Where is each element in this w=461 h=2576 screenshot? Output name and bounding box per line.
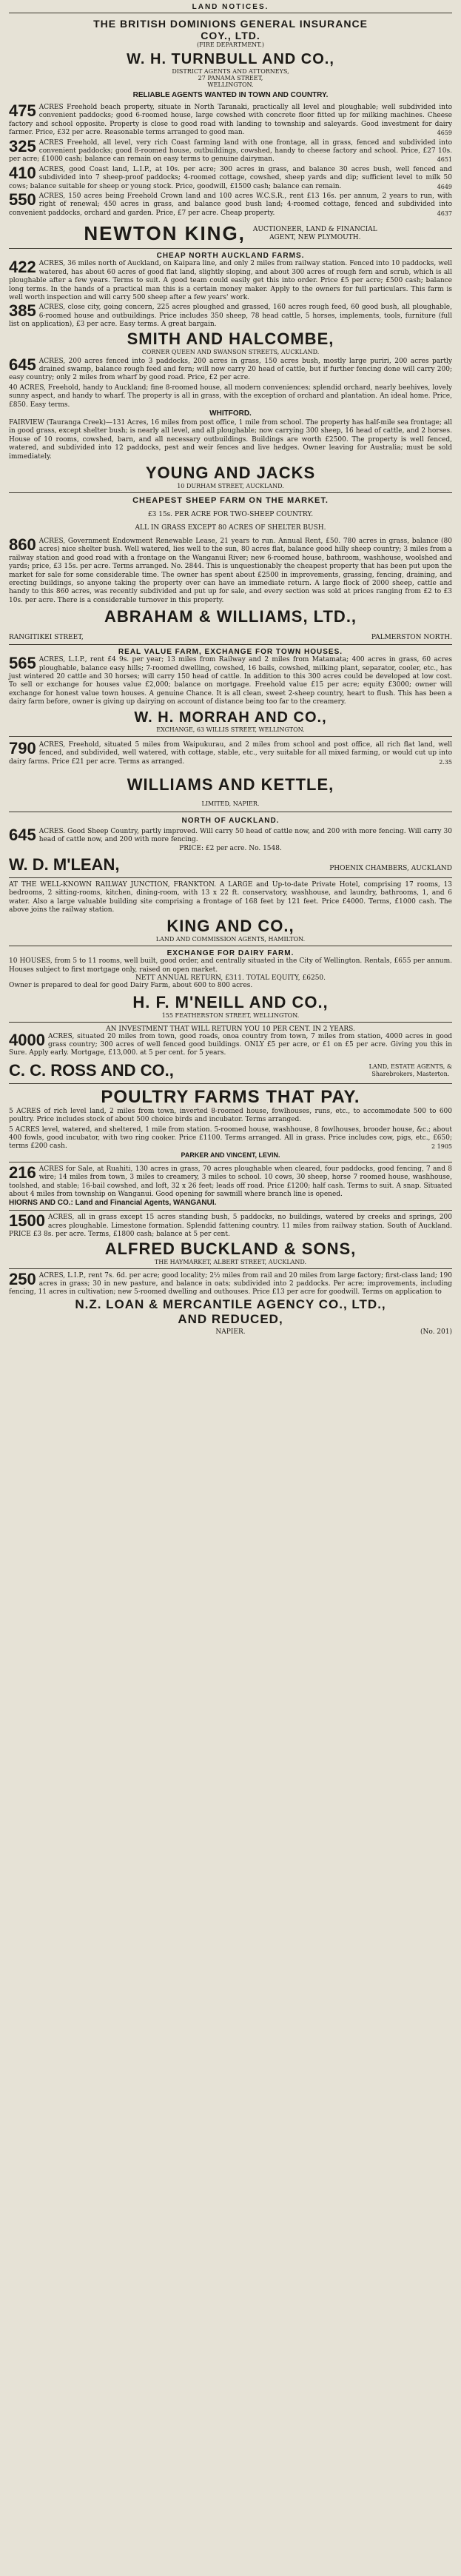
listing-acres: 4000 bbox=[9, 1030, 45, 1049]
price-headline: £3 15s. PER ACRE FOR TWO-SHEEP COUNTRY. bbox=[147, 511, 314, 518]
listing: 1500 ACRES, all in grass except 15 acres standing bush, 5 paddocks, no buildings, watered by creeks and springs, 200 acres ploughable. Limestone formation. Splendid fattening country. 11 miles from railway station. South of Auckland. PRICE £3 8s. per acre. Terms, £1800 cash; balance at 5 per cent. bbox=[9, 1211, 452, 1239]
williams-kettle-ad bbox=[9, 738, 452, 807]
firm-name: ABRAHAM & WILLIAMS, LTD., bbox=[104, 607, 357, 626]
firm-slogan: RELIABLE AGENTS WANTED IN TOWN AND COUNTRY. bbox=[132, 91, 329, 99]
divider bbox=[9, 1268, 452, 1269]
insurance-dept: (FIRE DEPARTMENT.) bbox=[197, 41, 264, 48]
listing: 565 ACRES, L.I.P., rent £4 9s. per year; 13 miles from Railway and 2 miles from Matamata; 400 acres in grass, 60 acres ploughable, balance easy hills; 7-roomed dwelling, cowshed, 16 bails, cowshed, milking plant, separator, cooler, etc., has just wintered 20 cattle and 30 horses; will carry 150 head of cattle. In addition to this 300 acres could be developed at low cost. To sell or exchange for houses value £2,000; balance on mortgage. Freehold value £15 per acre; equity £3000; owner will exchange for honest value town houses. A genuine Chance. It is all clean, sweet 2-sheep country, heart to flush. This has been a dairy farm before, owner is giving up dairying on account of distance being too far to the creamery. bbox=[9, 654, 452, 706]
king-ad bbox=[9, 881, 452, 943]
firm-address: EXCHANGE, 63 WILLIS STREET, WELLINGTON. bbox=[156, 726, 305, 733]
buckland-ad bbox=[9, 1211, 452, 1265]
listing-acres: 250 bbox=[9, 1269, 36, 1288]
mcneill-ad bbox=[9, 949, 452, 1018]
column-title: LAND NOTICES. bbox=[192, 3, 269, 11]
firm-name: SMITH AND HALCOMBE, bbox=[127, 329, 334, 348]
mlean-ad bbox=[9, 817, 452, 874]
section-title: CHEAPEST SHEEP FARM ON THE MARKET. bbox=[132, 496, 329, 505]
firm-name: NEWTON KING, bbox=[84, 222, 246, 245]
section-title: NORTH OF AUCKLAND. bbox=[181, 816, 280, 825]
divider bbox=[9, 1022, 452, 1023]
ross-ad bbox=[9, 1026, 452, 1080]
listing: 385 ACRES, close city, going concern, 225 acres ploughed and grassed, 160 acres rough feed, 60 good bush, all ploughable, 6-roomed house and outbuildings. Price includes 350 sheep, 78 head cattle, 5 horses, implements, tools, furniture (full list on application), £3 per acre. Easy terms. A great bargain. bbox=[9, 301, 452, 329]
listing-place: WHITFORD. bbox=[209, 409, 252, 418]
firm-name: C. C. ROSS AND CO., bbox=[9, 1060, 174, 1080]
firm-address: THE HAYMARKET, ALBERT STREET, AUCKLAND. bbox=[154, 1258, 307, 1265]
insurance-title-cont: COY., LTD. bbox=[201, 30, 260, 41]
sheep-farm-ad bbox=[9, 496, 452, 641]
firm-subtitle: LAND AND COMMISSION AGENTS, HAMILTON. bbox=[155, 936, 306, 943]
listing-ref: 2 1905 bbox=[431, 1143, 452, 1151]
listing: 645 ACRES. Good Sheep Country, partly improved. Will carry 50 head of cattle now, and 200 with more fencing. Will carry 30 head of cattle now, and 200 with more fencing. bbox=[9, 825, 452, 844]
firm-city: NAPIER. bbox=[215, 1328, 246, 1336]
listing-ref: 4659 bbox=[437, 130, 452, 137]
listing: 860 ACRES, Government Endowment Renewable Lease, 21 years to run. Annual Rent, £50. 780 acres in grass, balance (80 acres) nice shelter bush. Well watered, lies well to the sun, 80 acres flat, balance good hilly sheep country; 3 miles from a railway station and good road with a frontage on the Wanganui River; new 6-roomed house, bathroom, washhouse, woolshed and yards; price, £3 15s. per acre. Terms arranged. No. 2844. This is unquestionably the cheapest property that has been put upon the market for sale for some considerable time. The owner has spent about £2500 in improvements, grassing, fencing, draining, and erecting buildings, so anyone taking the property over can have an immediate return. A large flock of 2000 sheep, cattle and handy to this 860 acres, was recently subdivided and put up for sale, and every section was sold at prices ranging from £2 to £3 10s. per acre. There is a considerable turnover in this property. bbox=[9, 535, 452, 604]
poultry-ad bbox=[9, 1087, 452, 1159]
firm-location: Sharebrokers, Masterton. bbox=[371, 1070, 450, 1077]
cheap-north-auckland-ad bbox=[9, 252, 452, 489]
firm-name: WILLIAMS AND KETTLE, bbox=[127, 775, 334, 794]
divider bbox=[9, 1210, 452, 1211]
listing: 10 HOUSES, from 5 to 11 rooms, well built, good order, and centrally situated in the City of Wellington. Rentals, £655 per annum. Houses subject to first mortgage only, raised on open market. bbox=[9, 957, 452, 974]
listing: 645 ACRES, 200 acres fenced into 3 paddocks, 200 acres in grass, 150 acres bush, mostly large puriri, 200 acres partly drained swamp, balance rough feed and fern; will now carry 20 head of cattle, but if further fencing done will carry 200; easy country; only 2 miles from wharf by good road. Price, £2 per acre. bbox=[9, 355, 452, 382]
listing-acres: 325 bbox=[9, 136, 36, 155]
listing: 216 ACRES for Sale, at Ruahiti, 130 acres in grass, 70 acres ploughable when cleared, four paddocks, good fencing, 7 and 8 wire; 14 miles from town, 3 miles to creamery, 3 miles to school. 10 cows, 30 sheep, horse 7 roomed house, washhouse, toolshed, and stable; 16-bail cowshed, and loft, 32 x 26 feet; leads off road. Price £1200; half cash. Terms to suit. A snap. Situated about 4 miles from township on Wanganui. Good opening for sawmill where branch line is opened. bbox=[9, 1162, 452, 1199]
firm-name: KING AND CO., bbox=[166, 917, 295, 936]
listing-acres: 410 bbox=[9, 163, 36, 182]
listing-acres: 216 bbox=[9, 1162, 36, 1182]
firm-street: RANGITIKEI STREET, bbox=[9, 634, 84, 642]
listing-acres: 860 bbox=[9, 535, 36, 554]
divider bbox=[9, 248, 452, 249]
listing: 422 ACRES, 36 miles north of Auckland, on Kaipara line, and only 2 miles from railway station. Fenced into 10 paddocks, well watered, has about 60 acres of good flat land, slightly sloping, and about 300 acres of rough fern and scrub, which is all ploughable after a few years. Terms to suit. A good team could easily get this into order. Price £5 per acre; £500 cash; balance long terms. In the hands of a practical man this is a certain money maker. Apply to the owners for full particulars. This farm is well worth inspection and will carry 500 sheep after a few years' work. bbox=[9, 258, 452, 301]
listing-acres: 790 bbox=[9, 738, 36, 757]
divider bbox=[9, 492, 452, 493]
firm-name: PARKER AND VINCENT, LEVIN. bbox=[181, 1151, 280, 1159]
listing-ref: 4651 bbox=[437, 156, 452, 164]
listing: 5 ACRES of rich level land, 2 miles from town, inverted 8-roomed house, fowlhouses, runs, etc., to accommodate 500 to 600 poultry. Price includes stock of about 500 choice birds and incubator. Terms arranged. bbox=[9, 1107, 452, 1124]
real-value-farm-ad bbox=[9, 648, 452, 732]
firm-name: W. D. M'LEAN, bbox=[9, 854, 120, 874]
section-intro: AN INVESTMENT THAT WILL RETURN YOU 10 PER CENT. IN 2 YEARS. bbox=[106, 1025, 355, 1033]
listing: AT THE WELL-KNOWN RAILWAY JUNCTION, FRANKTON. A LARGE and Up-to-date Private Hotel, comprising 17 rooms, 13 bedrooms, 2 sitting-rooms, kitchen, dining-room, with 13 x 22 ft. conservatory, washhouse, and laundry, bathrooms, 1, and 6 water. Also a large valuable building site comprising a frontage of 168 feet by 121 feet. Price £4000. Terms, £1000 cash. The above joins the railway station. bbox=[9, 880, 452, 914]
firm-address: 10 DURHAM STREET, AUCKLAND. bbox=[177, 483, 284, 489]
firm-name: W. H. TURNBULL AND CO., bbox=[127, 51, 334, 67]
listing-acres: 645 bbox=[9, 355, 36, 374]
insurance-title: THE BRITISH DOMINIONS GENERAL INSURANCE bbox=[93, 18, 368, 30]
listing-acres: 1500 bbox=[9, 1211, 45, 1231]
section-title: REAL VALUE FARM, EXCHANGE FOR TOWN HOUSES. bbox=[118, 648, 343, 657]
listing-ref: 2.35 bbox=[439, 758, 452, 766]
firm-city: PALMERSTON NORTH. bbox=[371, 634, 452, 642]
sub-headline: ALL IN GRASS EXCEPT 80 ACRES OF SHELTER BUSH. bbox=[135, 524, 326, 532]
divider bbox=[9, 644, 452, 645]
listing-ref: 4649 bbox=[437, 183, 452, 190]
firm-address: CORNER QUEEN AND SWANSON STREETS, AUCKLAND. bbox=[141, 348, 320, 355]
listing-acres: 422 bbox=[9, 258, 36, 277]
firm-subtitle: DISTRICT AGENTS AND ATTORNEYS, bbox=[172, 68, 289, 75]
listing: 475 ACRES Freehold beach property, situate in North Taranaki, practically all level and ploughable; well subdivided into convenient paddocks; good 6-roomed house, large cowshed with concrete floor fitted up for milking machines. Cheese factory and school opposite. Property is close to good road with landing to township and saleyards. Good investment for dairy farmer. Price, £32 per acre. Reasonable terms arranged to good man. 4659 bbox=[9, 101, 452, 137]
listing: 790 ACRES, Freehold, situated 5 miles from Waipukurau, and 2 miles from school and post office, all rich flat land, well fenced, and subdivided, well watered, with cottage, stable, etc., very suitable for all mixed farming, or would cut up into dairy farms. Price £21 per acre. Terms as arranged. 2.35 bbox=[9, 738, 452, 766]
listing-ref: (No. 201) bbox=[420, 1328, 452, 1336]
listing-acres: 550 bbox=[9, 190, 36, 210]
listing: Owner is prepared to deal for good Dairy Farm, about 600 to 800 acres. bbox=[9, 982, 253, 990]
listing-acres: 565 bbox=[9, 654, 36, 673]
listing: 550 ACRES, 150 acres being Freehold Crown land and 100 acres W.C.S.R., rent £13 16s. per annum, 2 years to run, with right of renewal; 450 acres in grass, and balance good bush land; 4-roomed cottage, fenced and subdivided into convenient paddocks, orchard and garden. Price, £7 per acre. Cheap property. 4637 bbox=[9, 190, 452, 217]
firm-subtitle: LAND, ESTATE AGENTS, & bbox=[369, 1063, 452, 1070]
listing-ref: 4637 bbox=[437, 210, 452, 217]
listing-acres: 385 bbox=[9, 301, 36, 321]
listing: 250 ACRES, L.I.P., rent 7s. 6d. per acre; good locality; 2½ miles from rail and 20 miles from large factory; first-class land; 190 acres in grass; 30 in new pasture, and balance in oats; subdivided into 2 paddocks. Per acre; improvements, including fencing, 11 acres in cultivation; new 5-roomed dwelling and outhouses. Price £13 per acre for goodwill. Terms on application to bbox=[9, 1269, 452, 1297]
firm-location: AGENT, NEW PLYMOUTH. bbox=[269, 233, 361, 241]
firm-city: WELLINGTON. bbox=[207, 81, 254, 88]
firm-name: YOUNG AND JACKS bbox=[145, 464, 316, 482]
section-title: POULTRY FARMS THAT PAY. bbox=[101, 1086, 360, 1107]
firm-name: N.Z. LOAN & MERCANTILE AGENCY CO., LTD., bbox=[75, 1297, 386, 1311]
hiorns-ad bbox=[9, 1162, 452, 1208]
firm-name: H. F. M'NEILL AND CO., bbox=[132, 992, 329, 1011]
listing: 40 ACRES, Freehold, handy to Auckland; fine 8-roomed house, all modern conveniences; splendid orchard, nearly beehives, lovely sunny aspect, and handy to wharf. The property is all in grass, with the exception of orchard and plantation. An ideal home. Price, £850. Easy terms. bbox=[9, 384, 452, 409]
section-title: EXCHANGE FOR DAIRY FARM. bbox=[166, 949, 295, 958]
firm-address: PHOENIX CHAMBERS, AUCKLAND bbox=[329, 864, 452, 872]
firm-role: AUCTIONEER, LAND & FINANCIAL bbox=[252, 225, 377, 233]
newton-king-banner bbox=[9, 222, 452, 245]
firm-address: 155 FEATHERSTON STREET, WELLINGTON. bbox=[161, 1011, 300, 1019]
listing: 325 ACRES Freehold, all level, very rich Coast farming land with one frontage, all in grass, fenced and subdivided into convenient paddocks; good 8-roomed house, outbuildings, cowshed, handy to cheese factory and school. Price, £27 10s. per acre; £1000 cash; balance can remain on easy terms to genuine dairyman. 4651 bbox=[9, 136, 452, 164]
divider bbox=[9, 1083, 452, 1084]
firm-subtitle: LIMITED, NAPIER. bbox=[201, 800, 260, 807]
firm-footer: HIORNS AND CO.: Land and Financial Agents, WANGANUI. bbox=[9, 1199, 217, 1208]
turnbull-ad bbox=[9, 18, 452, 218]
section-title: CHEAP NORTH AUCKLAND FARMS. bbox=[156, 252, 305, 261]
listing: FAIRVIEW (Tauranga Creek)—131 Acres, 16 miles from post office, 1 mile from school. The property has half-mile sea frontage; all in good grass, except shelter bush; is nearly all level, and all ploughable; now carrying 300 sheep, 16 head of cattle, and 2 horses. House of 10 rooms, cowshed, barn, and all necessary outbuildings. Buildings are worth £2500. The property is well fenced, watered, and subdivided into 12 paddocks, pest and weir fences and live hedges. Owner leaving for Australia; must be sold immediately. bbox=[9, 418, 452, 461]
divider bbox=[9, 877, 452, 878]
listing-price: PRICE: £2 per acre. No. 1548. bbox=[179, 844, 282, 852]
listing-acres: 645 bbox=[9, 825, 36, 844]
listing-return: NETT ANNUAL RETURN, £311. TOTAL EQUITY, £6250. bbox=[135, 974, 326, 983]
nz-loan-ad bbox=[9, 1269, 452, 1336]
firm-address: 27 PANAMA STREET, bbox=[198, 75, 263, 81]
listing: 5 ACRES level, watered, and sheltered, 1 mile from station. 5-roomed house, washhouse, 8 fowlhouses, brooder house, &c.; about 400 fowls, good incubator, with two ring cooker. Price £1100. Terms arranged. All in grass. Price includes cow, pigs, etc., £650; terms £200 cash. 2 1905 bbox=[9, 1125, 452, 1151]
firm-name-cont: AND REDUCED, bbox=[178, 1311, 283, 1326]
listing: 410 ACRES, good Coast land, L.I.P., at 10s. per acre; 300 acres in grass, and balance 30 acres bush, well fenced and subdivided into 7 sheep-proof paddocks; 4-roomed cottage, cowshed, sheep yards and dip; sufficient level to milk 50 cows; balance suitable for sheep or young stock. Price, goodwill, £1500 cash; balance can remain. 4649 bbox=[9, 163, 452, 190]
listing: 4000 ACRES, situated 20 miles from town, good roads, onoa country from town, 7 miles from station, 4000 acres in good grass country; 300 acres of well fenced good buildings. ONLY £5 per acre, or £1 on £5 per acre. Giving you this in Sure. Apply early. Mortgage, £13,000. at 5 per cent. for 5 years. bbox=[9, 1030, 452, 1057]
firm-name: W. H. MORRAH AND CO., bbox=[134, 709, 327, 726]
divider bbox=[9, 736, 452, 737]
firm-name: ALFRED BUCKLAND & SONS, bbox=[104, 1239, 357, 1258]
listing-acres: 475 bbox=[9, 101, 36, 120]
